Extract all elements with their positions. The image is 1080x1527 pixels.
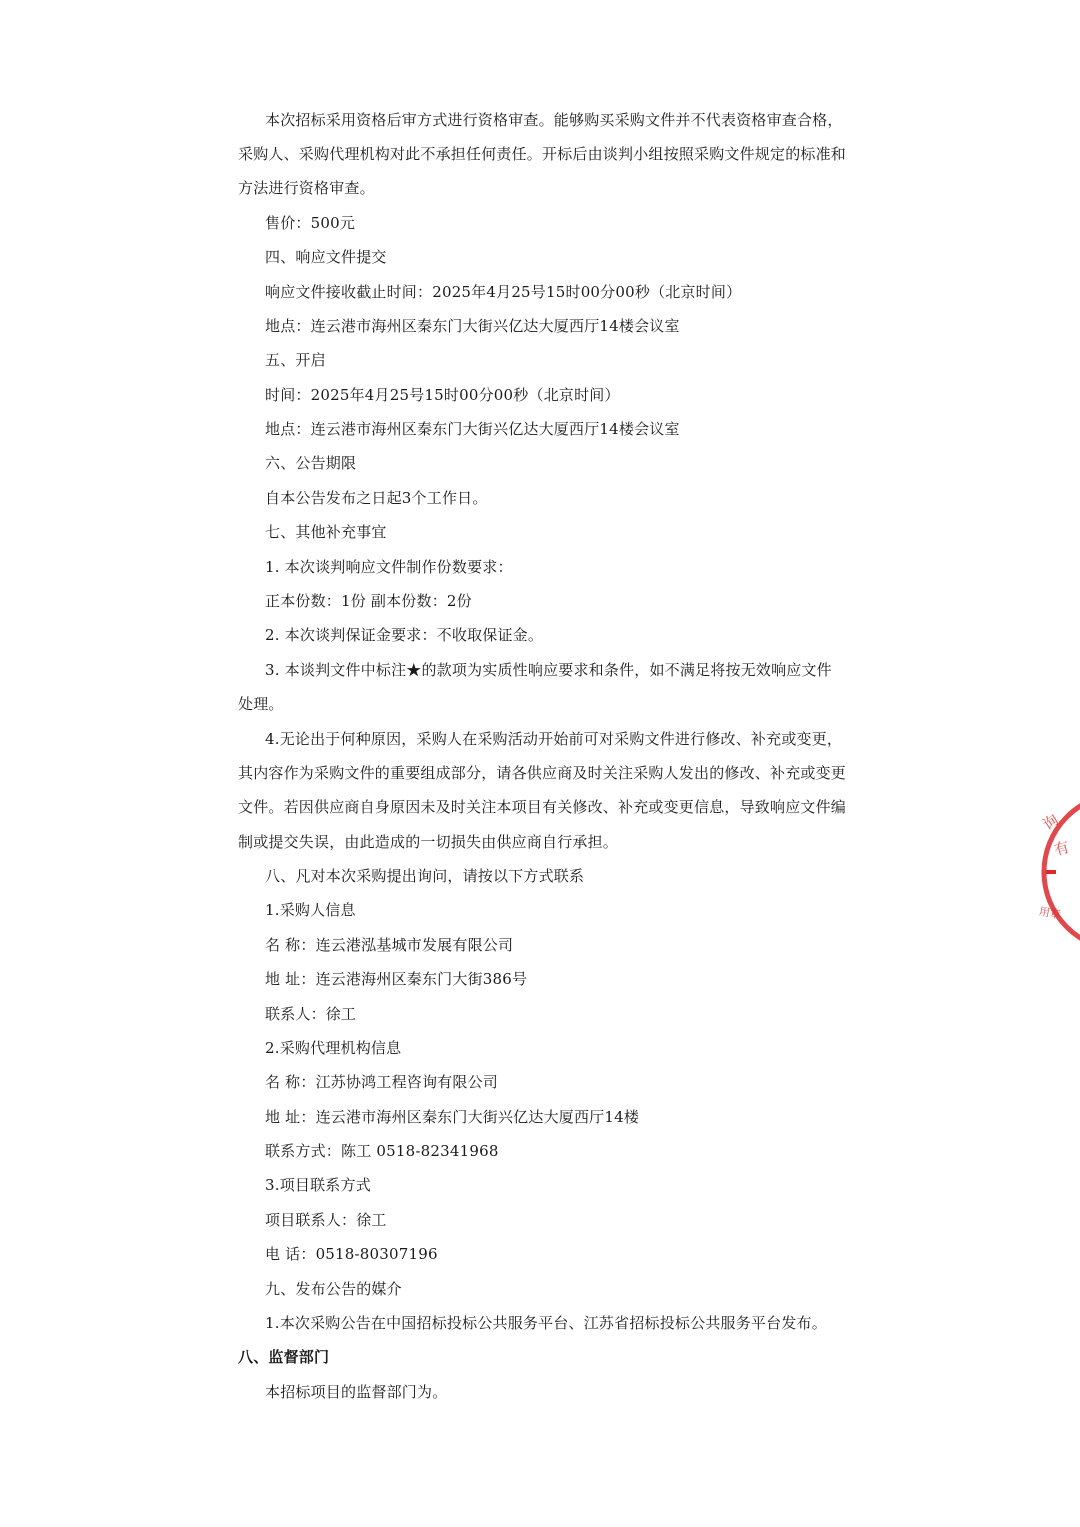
section-heading: 八、凡对本次采购提出询问，请按以下方式联系: [265, 867, 585, 885]
paragraph-line: 采购人、采购代理机构对此不承担任何责任。开标后由谈判小组按照采购文件规定的标准和: [238, 145, 847, 163]
seal-fragment-text: 有: [1052, 837, 1072, 860]
list-item: 2. 本次谈判保证金要求：不收取保证金。: [265, 626, 544, 644]
location-line: 地点：连云港市海州区秦东门大街兴亿达大厦西厅14楼会议室: [265, 420, 680, 438]
paragraph-line: 文件。若因供应商自身原因未及时关注本项目有关修改、补充或变更信息，导致响应文件编: [238, 798, 847, 816]
list-item: 3. 本谈判文件中标注★的款项为实质性响应要求和条件，如不满足将按无效响应文件: [265, 661, 832, 679]
contact-person: 项目联系人：徐工: [265, 1211, 387, 1229]
paragraph-line: 自本公告发布之日起3个工作日。: [265, 489, 488, 507]
section-heading: 五、开启: [265, 351, 326, 369]
location-line: 地点：连云港市海州区秦东门大街兴亿达大厦西厅14楼会议室: [265, 317, 680, 335]
paragraph-line: 处理。: [238, 695, 284, 713]
subsection-heading: 2.采购代理机构信息: [265, 1039, 402, 1057]
paragraph-line: 制或提交失误，由此造成的一切损失由供应商自行承担。: [238, 833, 619, 851]
paragraph-line: 其内容作为采购文件的重要组成部分，请各供应商及时关注采购人发出的修改、补充或变更: [238, 764, 847, 782]
deadline-line: 响应文件接收截止时间：2025年4月25号15时00分00秒（北京时间）: [265, 283, 742, 301]
paragraph-line: 1.本次采购公告在中国招标投标公共服务平台、江苏省招标投标公共服务平台发布。: [265, 1314, 827, 1332]
section-heading: 九、发布公告的媒介: [265, 1280, 402, 1298]
seal-fragment-text: 询: [1039, 810, 1062, 834]
price-line: 售价：500元: [265, 214, 356, 232]
seal-stamp-icon: [1036, 788, 1080, 958]
list-item: 1. 本次谈判响应文件制作份数要求：: [265, 558, 513, 576]
contact-name: 名 称：江苏协鸿工程咨询有限公司: [265, 1073, 498, 1091]
list-item: 4.无论出于何种原因，采购人在采购活动开始前可对采购文件进行修改、补充或变更，: [265, 730, 843, 748]
paragraph-line: 方法进行资格审查。: [238, 179, 375, 197]
paragraph-line: 本次招标采用资格后审方式进行资格审查。能够购买采购文件并不代表资格审查合格，: [265, 111, 843, 129]
contact-name: 名 称：连云港泓基城市发展有限公司: [265, 936, 514, 954]
time-line: 时间：2025年4月25号15时00分00秒（北京时间）: [265, 386, 620, 404]
subsection-heading: 1.采购人信息: [265, 901, 356, 919]
section-heading-bold: 八、监督部门: [238, 1348, 330, 1366]
contact-address: 地 址：连云港海州区秦东门大街386号: [265, 970, 528, 988]
contact-person: 联系人：徐工: [265, 1005, 357, 1023]
company-seal: [1036, 788, 1080, 958]
section-heading: 七、其他补充事宜: [265, 523, 387, 541]
contact-address: 地 址：连云港市海州区秦东门大街兴亿达大厦西厅14楼: [265, 1108, 640, 1126]
contact-phone: 电 话：0518-80307196: [265, 1245, 438, 1263]
seal-fragment-text: 用章: [1037, 904, 1062, 922]
paragraph-line: 正本份数：1份 副本份数：2份: [265, 592, 472, 610]
section-heading: 四、响应文件提交: [265, 248, 387, 266]
section-heading: 六、公告期限: [265, 454, 357, 472]
subsection-heading: 3.项目联系方式: [265, 1176, 371, 1194]
paragraph-line: 本招标项目的监督部门为。: [265, 1383, 448, 1401]
contact-phone: 联系方式：陈工 0518-82341968: [265, 1142, 499, 1160]
